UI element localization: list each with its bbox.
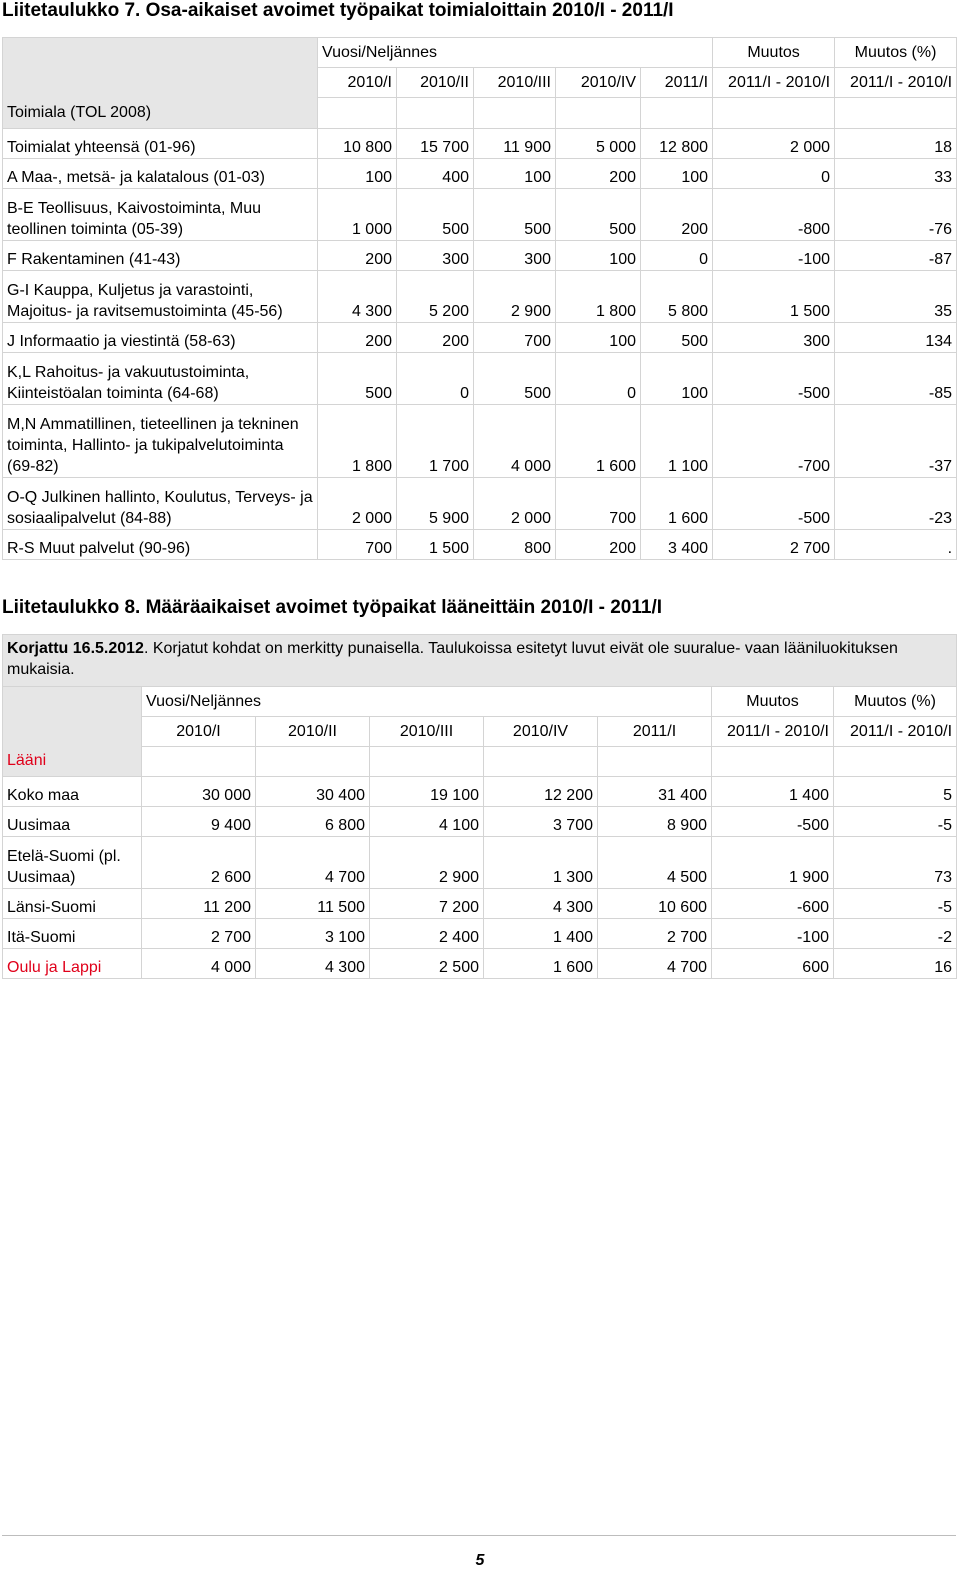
table-cell: 1 900 [712, 837, 834, 889]
table-cell: 700 [318, 530, 397, 560]
table-cell: 11 200 [142, 889, 256, 919]
table-row [3, 353, 957, 405]
table-cell: -700 [713, 405, 835, 478]
table-cell: 2 500 [370, 949, 484, 979]
table-cell: -37 [835, 405, 957, 478]
table-row [3, 777, 957, 807]
table-cell: 5 200 [397, 271, 474, 323]
table-cell: . [835, 530, 957, 560]
table8-col-header: 2011/I - 2010/I [834, 717, 957, 747]
table-cell: 200 [318, 241, 397, 271]
table8-period-group-header: Vuosi/Neljännes [142, 687, 712, 717]
table-cell: 100 [641, 159, 713, 189]
table-cell: 7 200 [370, 889, 484, 919]
table-cell: 0 [641, 241, 713, 271]
table-cell: 100 [556, 323, 641, 353]
table-cell: 700 [556, 478, 641, 530]
table-cell: 4 700 [598, 949, 712, 979]
table-cell: 31 400 [598, 777, 712, 807]
table8-col-header: 2011/I - 2010/I [712, 717, 834, 747]
table-cell: 500 [641, 323, 713, 353]
table-cell: 1 600 [556, 405, 641, 478]
table-cell: 0 [397, 353, 474, 405]
table-cell: -23 [835, 478, 957, 530]
table8-col-header: 2010/III [370, 717, 484, 747]
table8-change-pct-group-header: Muutos (%) [834, 687, 957, 717]
table8-correction-text: . Korjatut kohdat on merkitty punaisella. Taulukoissa esitetyt luvut eivät ole suuralue- vaan lääniluokituksen mukaisia. [7, 640, 898, 678]
table-cell: 4 000 [474, 405, 556, 478]
table-cell: 3 100 [256, 919, 370, 949]
row-label: Itä-Suomi [3, 919, 142, 949]
row-label: J Informaatio ja viestintä (58-63) [3, 323, 318, 353]
row-label: F Rakentaminen (41-43) [3, 241, 318, 271]
table-cell: 1 300 [484, 837, 598, 889]
table-cell: 10 800 [318, 129, 397, 159]
table-row [3, 323, 957, 353]
table8-row-label-header: Lääni [3, 687, 142, 777]
table-cell: 8 900 [598, 807, 712, 837]
table7-title: Liitetaulukko 7. Osa-aikaiset avoimet työpaikat toimialoittain 2010/I - 2011/I [2, 0, 674, 21]
row-label: Etelä-Suomi (pl. Uusimaa) [3, 837, 142, 889]
table7-col-header: 2011/I - 2010/I [835, 68, 957, 98]
table-row [3, 807, 957, 837]
table-cell: 500 [318, 353, 397, 405]
row-label: R-S Muut palvelut (90-96) [3, 530, 318, 560]
table-cell: -600 [712, 889, 834, 919]
table-cell: 5 000 [556, 129, 641, 159]
table-cell: 100 [641, 353, 713, 405]
table-cell: 1 400 [712, 777, 834, 807]
row-label: Länsi-Suomi [3, 889, 142, 919]
table-cell: -500 [712, 807, 834, 837]
table-cell: -5 [834, 889, 957, 919]
table-cell: 10 600 [598, 889, 712, 919]
table7-col-header: 2011/I [641, 68, 713, 98]
table-cell: 11 500 [256, 889, 370, 919]
table-row [3, 949, 957, 979]
table-cell: 300 [397, 241, 474, 271]
table-cell: 6 800 [256, 807, 370, 837]
table-row [3, 159, 957, 189]
row-label: Toimialat yhteensä (01-96) [3, 129, 318, 159]
table-cell: 200 [318, 323, 397, 353]
table-row [3, 478, 957, 530]
row-label: O-Q Julkinen hallinto, Koulutus, Terveys- ja sosiaalipalvelut (84-88) [3, 478, 318, 530]
table-cell: 134 [835, 323, 957, 353]
row-label: K,L Rahoitus- ja vakuutustoiminta, Kiinteistöalan toiminta (64-68) [3, 353, 318, 405]
table-cell: 1 500 [713, 271, 835, 323]
table-row [3, 919, 957, 949]
table-row [3, 271, 957, 323]
table-cell: 200 [556, 530, 641, 560]
table-cell: 1 700 [397, 405, 474, 478]
table-cell: -2 [834, 919, 957, 949]
table-cell: 400 [397, 159, 474, 189]
table8-col-header: 2010/II [256, 717, 370, 747]
table8-col-header: 2011/I [598, 717, 712, 747]
table-row [3, 889, 957, 919]
table-cell: 12 800 [641, 129, 713, 159]
table-cell: 0 [713, 159, 835, 189]
table-cell: 73 [834, 837, 957, 889]
table-cell: 15 700 [397, 129, 474, 159]
table-cell: 0 [556, 353, 641, 405]
table7-col-header: 2010/I [318, 68, 397, 98]
table-row [3, 837, 957, 889]
table-cell: 2 000 [318, 478, 397, 530]
table-cell: 4 100 [370, 807, 484, 837]
table7-change-group-header: Muutos [713, 38, 835, 68]
table-cell: 35 [835, 271, 957, 323]
table-cell: -87 [835, 241, 957, 271]
table-cell: 200 [556, 159, 641, 189]
table-cell: 12 200 [484, 777, 598, 807]
row-label: Uusimaa [3, 807, 142, 837]
table7-period-group-header: Vuosi/Neljännes [318, 38, 713, 68]
table-cell: -500 [713, 353, 835, 405]
table-cell: 700 [474, 323, 556, 353]
table-cell: -800 [713, 189, 835, 241]
table-cell: 30 400 [256, 777, 370, 807]
table-cell: 1 800 [318, 405, 397, 478]
table-cell: 2 000 [713, 129, 835, 159]
table-cell: 16 [834, 949, 957, 979]
row-label: B-E Teollisuus, Kaivostoiminta, Muu teollinen toiminta (05-39) [3, 189, 318, 241]
table8-correction-date: Korjattu 16.5.2012 [7, 640, 144, 657]
table-cell: 4 300 [318, 271, 397, 323]
table-cell: 2 900 [474, 271, 556, 323]
table-cell: 2 600 [142, 837, 256, 889]
table-cell: 1 100 [641, 405, 713, 478]
table7-change-pct-group-header: Muutos (%) [835, 38, 957, 68]
table-cell: 100 [556, 241, 641, 271]
table8-correction-note [3, 635, 957, 687]
table-cell: 19 100 [370, 777, 484, 807]
table-cell: 5 [834, 777, 957, 807]
table7-col-header: 2010/IV [556, 68, 641, 98]
table-cell: 2 700 [142, 919, 256, 949]
table8-col-header: 2010/I [142, 717, 256, 747]
table-cell: 300 [713, 323, 835, 353]
table-row [3, 189, 957, 241]
table-cell: 200 [397, 323, 474, 353]
table-cell: 30 000 [142, 777, 256, 807]
row-label: G-I Kauppa, Kuljetus ja varastointi, Majoitus- ja ravitsemustoiminta (45-56) [3, 271, 318, 323]
table-cell: 5 800 [641, 271, 713, 323]
table-cell: 500 [556, 189, 641, 241]
table-cell: 1 400 [484, 919, 598, 949]
table-cell: 3 700 [484, 807, 598, 837]
table-cell: 9 400 [142, 807, 256, 837]
table-cell: -5 [834, 807, 957, 837]
table-cell: -100 [712, 919, 834, 949]
table-cell: 200 [641, 189, 713, 241]
table7-col-header: 2010/III [474, 68, 556, 98]
table-cell: 2 000 [474, 478, 556, 530]
table7-col-header: 2010/II [397, 68, 474, 98]
table-cell: 33 [835, 159, 957, 189]
table-cell: 4 300 [256, 949, 370, 979]
table7 [2, 37, 957, 560]
table-cell: -85 [835, 353, 957, 405]
table8-column-headers [3, 717, 957, 747]
table-cell: 1 500 [397, 530, 474, 560]
table-row [3, 405, 957, 478]
table-cell: 2 400 [370, 919, 484, 949]
table-cell: 500 [397, 189, 474, 241]
row-label: Koko maa [3, 777, 142, 807]
footer-divider [2, 1535, 956, 1536]
table-cell: 4 700 [256, 837, 370, 889]
table-cell: 500 [474, 353, 556, 405]
table-cell: 1 000 [318, 189, 397, 241]
table8 [2, 634, 957, 979]
table-cell: 500 [474, 189, 556, 241]
table-cell: 4 000 [142, 949, 256, 979]
row-label: A Maa-, metsä- ja kalatalous (01-03) [3, 159, 318, 189]
table-cell: 300 [474, 241, 556, 271]
page-number: 5 [475, 1552, 485, 1569]
table-cell: 2 700 [713, 530, 835, 560]
table-cell: -500 [713, 478, 835, 530]
table-cell: 100 [318, 159, 397, 189]
table-cell: -76 [835, 189, 957, 241]
table-cell: 1 800 [556, 271, 641, 323]
table-row [3, 530, 957, 560]
table-cell: -100 [713, 241, 835, 271]
table-cell: 18 [835, 129, 957, 159]
table-cell: 4 500 [598, 837, 712, 889]
table-cell: 2 900 [370, 837, 484, 889]
table8-title: Liitetaulukko 8. Määräaikaiset avoimet työpaikat lääneittäin 2010/I - 2011/I [2, 597, 663, 618]
table-cell: 800 [474, 530, 556, 560]
table-cell: 1 600 [641, 478, 713, 530]
table-cell: 600 [712, 949, 834, 979]
table-cell: 4 300 [484, 889, 598, 919]
table-cell: 3 400 [641, 530, 713, 560]
table8-col-header: 2010/IV [484, 717, 598, 747]
table-cell: 100 [474, 159, 556, 189]
table7-col-header: 2011/I - 2010/I [713, 68, 835, 98]
table8-change-group-header: Muutos [712, 687, 834, 717]
table-cell: 2 700 [598, 919, 712, 949]
table-cell: 11 900 [474, 129, 556, 159]
row-label: Oulu ja Lappi [3, 949, 142, 979]
row-label: M,N Ammatillinen, tieteellinen ja tekninen toiminta, Hallinto- ja tukipalvelutoiminta (69-82) [3, 405, 318, 478]
table-row [3, 241, 957, 271]
table7-row-label-header: Toimiala (TOL 2008) [3, 38, 318, 129]
table-cell: 5 900 [397, 478, 474, 530]
table-row [3, 129, 957, 159]
table-cell: 1 600 [484, 949, 598, 979]
